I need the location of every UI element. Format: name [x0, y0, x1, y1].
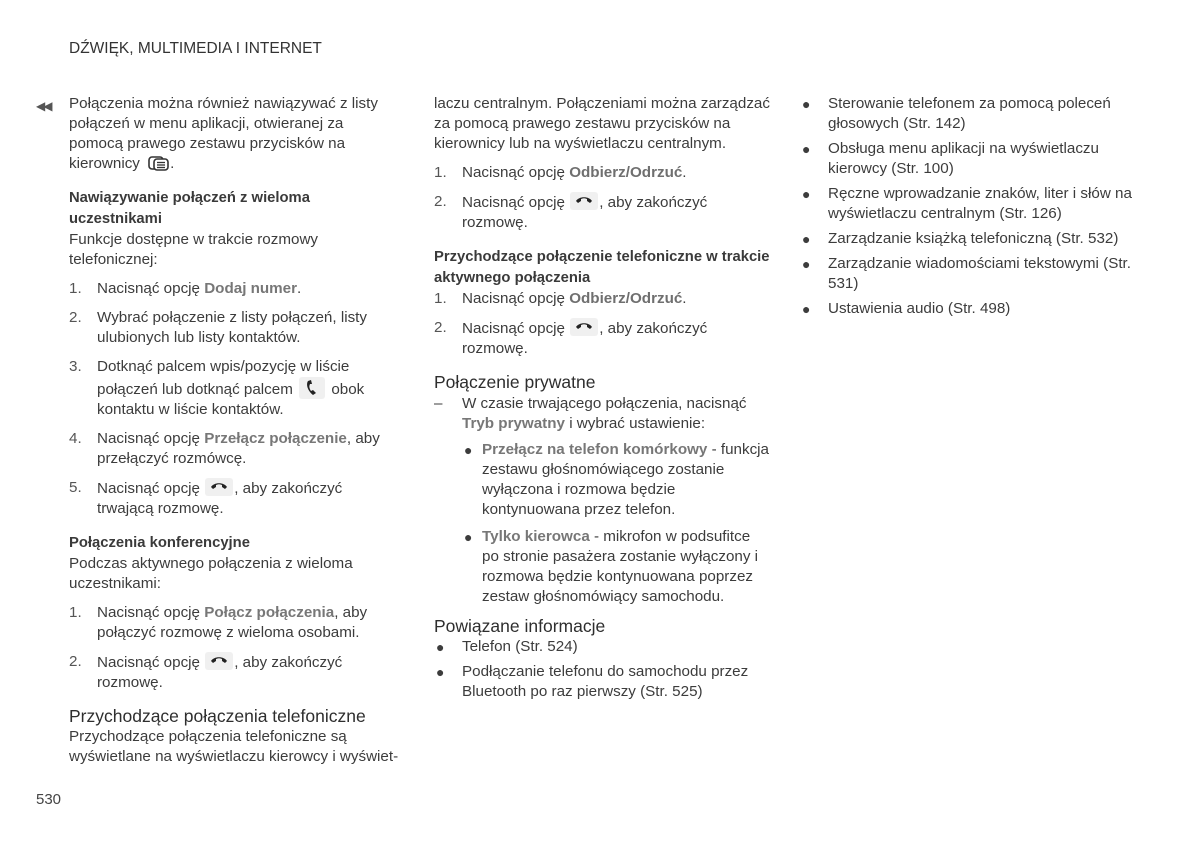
list-item: 2. Wybrać połączenie z listy połączeń, listy ulubionych lub listy kontaktów.	[69, 309, 367, 346]
subheading-multi-party: Nawiązywanie połączeń z wieloma uczestnikami	[69, 190, 310, 227]
incoming-active-steps	[434, 289, 770, 359]
bullet-dot: ●	[802, 96, 811, 112]
option-answer-reject: Odbierz/Odrzuć	[569, 290, 683, 307]
app-menu-button-icon	[148, 155, 170, 171]
private-call-step: – W czasie trwającego połączenia, nacisnąć Tryb prywatny i wybrać ustawienie: ● Przełącz na telefon komórkowy - funkcja zestawu głośnomówiącego zostanie wyłączona i rozmowa będzie kontynuowana przez telefon. ● Tylko kierowca - mikrofon w podsufitce po stronie pasażera zostanie wyłączony i rozmowa będzie kontynuowana poprzez zestaw głośnomówiący samochodu.	[434, 395, 769, 605]
incoming-steps	[434, 163, 770, 233]
incoming-paragraph-continued: laczu centralnym. Połączeniami można zarządzać za pomocą prawego zestawu przycisków na kierownicy lub na wyświetlaczu centralnym.	[434, 95, 770, 152]
conference-steps	[69, 603, 401, 693]
list-item: 4. Nacisnąć opcję Przełącz połączenie, aby przełączyć rozmówcę.	[69, 430, 380, 467]
bullet-dot: ●	[802, 141, 811, 157]
list-item: 1. Nacisnąć opcję Połącz połączenia, aby połączyć rozmowę z wieloma osobami.	[69, 604, 368, 641]
related-link[interactable]: ● Ustawienia audio (Str. 498)	[802, 300, 1011, 317]
incoming-paragraph: Przychodzące połączenia telefoniczne są wyświetlane na wyświetlaczu kierowcy i wyświet-	[69, 728, 399, 765]
list-item: 1. Nacisnąć opcję Dodaj numer.	[69, 280, 302, 297]
option-merge-calls: Połącz połączenia	[204, 604, 335, 621]
related-link[interactable]: ● Zarządzanie wiadomościami tekstowymi (Str. 531)	[802, 255, 1132, 292]
option-switch-to-phone: Przełącz na telefon komórkowy	[482, 441, 708, 458]
related-link[interactable]: ● Sterowanie telefonem za pomocą poleceń głosowych (Str. 142)	[802, 95, 1111, 132]
related-links-list	[800, 94, 1135, 319]
related-link[interactable]: ● Podłączanie telefonu do samochodu przez Bluetooth po raz pierwszy (Str. 525)	[436, 663, 749, 700]
list-item: 1. Nacisnąć opcję Odbierz/Odrzuć.	[434, 164, 687, 181]
column-1	[69, 94, 401, 767]
multi-party-intro: Funkcje dostępne w trakcie rozmowy telefonicznej:	[69, 231, 319, 268]
heading-related-info: Powiązane informacje	[434, 616, 606, 636]
column-3	[800, 94, 1135, 319]
list-item: 2. Nacisnąć opcję , aby zakończyć rozmowę.	[69, 653, 343, 691]
list-item: 1. Nacisnąć opcję Odbierz/Odrzuć.	[434, 290, 687, 307]
private-options	[462, 440, 770, 607]
page-number: 530	[36, 791, 62, 808]
list-item: ● Przełącz na telefon komórkowy - funkcja zestawu głośnomówiącego zostanie wyłączona i rozmowa będzie kontynuowana przez telefon.	[464, 441, 769, 518]
continued-from-previous-icon: ◀◀	[36, 99, 51, 113]
related-link[interactable]: ● Ręczne wprowadzanie znaków, liter i słów na wyświetlaczu centralnym (Str. 126)	[802, 185, 1132, 222]
phone-handset-icon	[299, 377, 325, 399]
list-item: 2. Nacisnąć opcję , aby zakończyć rozmowę.	[434, 319, 708, 357]
page-header: DŹWIĘK, MULTIMEDIA I INTERNET	[69, 40, 322, 57]
related-link[interactable]: ● Telefon (Str. 524)	[436, 638, 578, 655]
end-call-icon	[205, 652, 233, 670]
list-item: 3. Dotknąć palcem wpis/pozycję w liście połączeń lub dotknąć palcem obok kontaktu w liście kontaktów.	[69, 358, 365, 418]
related-links-list	[434, 637, 770, 702]
bullet-dot: ●	[464, 442, 473, 458]
option-switch-call: Przełącz połączenie	[204, 430, 347, 447]
heading-incoming-calls: Przychodzące połączenia telefoniczne	[69, 706, 366, 726]
column-2	[434, 94, 770, 702]
subheading-incoming-during-active: Przychodzące połączenie telefoniczne w trakcie aktywnego połączenia	[434, 249, 770, 286]
multi-party-steps	[69, 279, 401, 519]
option-private-mode: Tryb prywatny	[462, 415, 565, 432]
list-item: 2. Nacisnąć opcję , aby zakończyć rozmowę.	[434, 193, 708, 231]
intro-paragraph: Połączenia można również nawiązywać z listy połączeń w menu aplikacji, otwieranej za pomocą prawego zestawu przycisków na kierownicy .	[69, 95, 378, 172]
bullet-dot: ●	[802, 231, 811, 247]
end-call-icon	[205, 478, 233, 496]
list-item: 5. Nacisnąć opcję , aby zakończyć trwającą rozmowę.	[69, 479, 343, 517]
heading-private-call: Połączenie prywatne	[434, 372, 596, 392]
bullet-dot: ●	[464, 529, 473, 545]
bullet-dot: ●	[802, 301, 811, 317]
bullet-dot: ●	[802, 256, 811, 272]
option-add-number: Dodaj numer	[204, 280, 298, 297]
subheading-conference: Połączenia konferencyjne	[69, 535, 250, 551]
related-link[interactable]: ● Obsługa menu aplikacji na wyświetlaczu kierowcy (Str. 100)	[802, 140, 1099, 177]
related-link[interactable]: ● Zarządzanie książką telefoniczną (Str. 532)	[802, 230, 1119, 247]
bullet-dot: ●	[436, 664, 445, 680]
bullet-dot: ●	[436, 639, 445, 655]
end-call-icon	[570, 318, 598, 336]
list-item: ● Tylko kierowca - mikrofon w podsufitce po stronie pasażera zostanie wyłączony i rozmowa będzie kontynuowana poprzez zestaw głośnomówiący samochodu.	[464, 528, 759, 605]
option-driver-only: Tylko kierowca	[482, 528, 590, 545]
bullet-dot: ●	[802, 186, 811, 202]
conference-intro: Podczas aktywnego połączenia z wieloma uczestnikami:	[69, 555, 353, 592]
option-answer-reject: Odbierz/Odrzuć	[569, 164, 683, 181]
end-call-icon	[570, 192, 598, 210]
